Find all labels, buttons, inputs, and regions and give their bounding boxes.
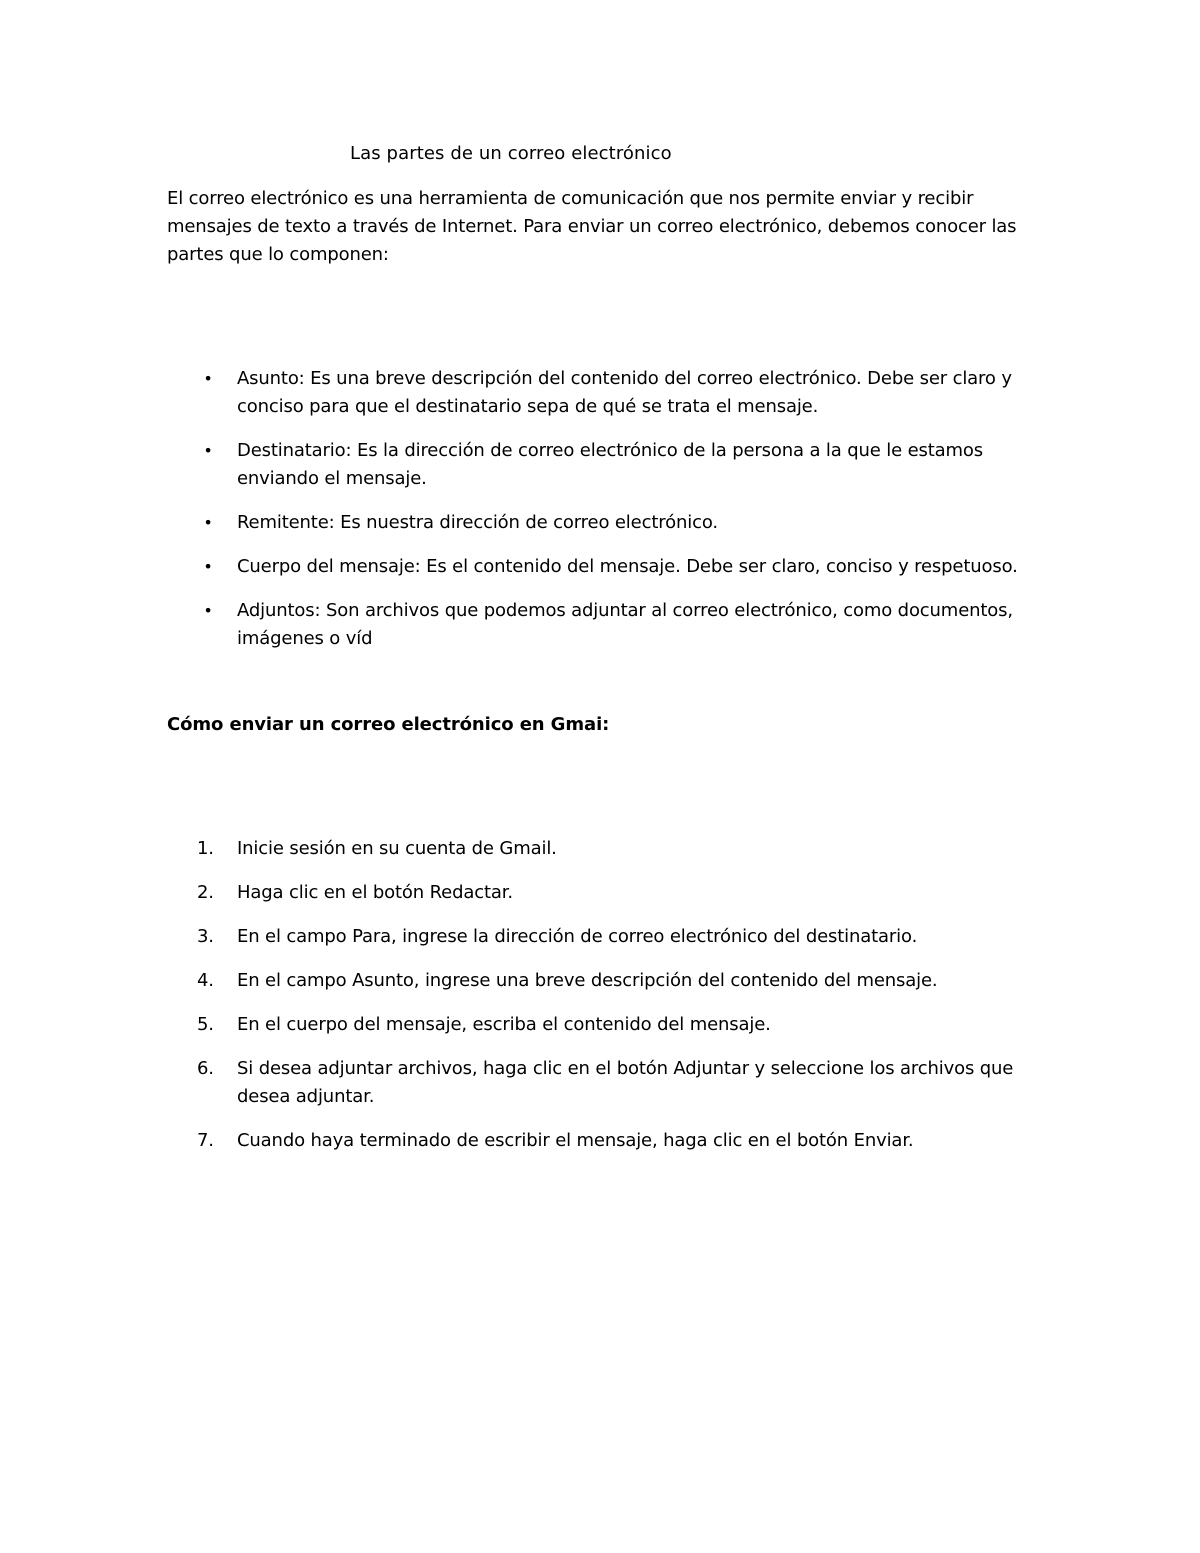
list-item <box>167 923 1027 951</box>
list-item-text: En el campo Asunto, ingrese una breve descripción del contenido del mensaje. <box>237 970 938 991</box>
intro-paragraph: El correo electrónico es una herramienta de comunicación que nos permite enviar y recibir mensajes de texto a través de Internet. Para enviar un correo electrónico, debemos conocer las partes que lo componen: <box>167 188 1017 265</box>
list-item <box>167 597 1027 653</box>
list-item-text: En el campo Para, ingrese la dirección de correo electrónico del destinatario. <box>237 926 918 947</box>
list-item <box>167 1055 1027 1111</box>
list-item-text: Destinatario: Es la dirección de correo electrónico de la persona a la que le estamos enviando el mensaje. <box>237 440 984 489</box>
list-item-text: Haga clic en el botón Redactar. <box>237 882 513 903</box>
list-item <box>167 437 1027 493</box>
list-item-text: Remitente: Es nuestra dirección de correo electrónico. <box>237 512 718 533</box>
list-item-text: En el cuerpo del mensaje, escriba el contenido del mensaje. <box>237 1014 771 1035</box>
step-number: 1. <box>197 838 214 859</box>
list-item <box>167 879 1027 907</box>
email-parts-list <box>167 365 1027 653</box>
bullet-icon: • <box>203 601 213 620</box>
list-item-text: Inicie sesión en su cuenta de Gmail. <box>237 838 557 859</box>
bullet-icon: • <box>203 441 213 460</box>
bullet-icon: • <box>203 513 213 532</box>
document-title: Las partes de un correo electrónico <box>350 143 672 164</box>
step-number: 3. <box>197 926 214 947</box>
list-item <box>167 1011 1027 1039</box>
steps-list <box>167 835 1027 1155</box>
list-item-text: Adjuntos: Son archivos que podemos adjuntar al correo electrónico, como documentos, imágenes o víd <box>237 600 1013 649</box>
step-number: 5. <box>197 1014 214 1035</box>
step-number: 4. <box>197 970 214 991</box>
section-heading: Cómo enviar un correo electrónico en Gmai: <box>167 714 610 735</box>
list-item <box>167 835 1027 863</box>
step-number: 2. <box>197 882 214 903</box>
list-item-text: Asunto: Es una breve descripción del contenido del correo electrónico. Debe ser claro y conciso para que el destinatario sepa de qué se trata el mensaje. <box>237 368 1012 417</box>
list-item <box>167 1127 1027 1155</box>
list-item <box>167 509 1027 537</box>
list-item <box>167 553 1027 581</box>
step-number: 6. <box>197 1058 214 1079</box>
list-item-text: Si desea adjuntar archivos, haga clic en el botón Adjuntar y seleccione los archivos que desea adjuntar. <box>237 1058 1014 1107</box>
list-item <box>167 365 1027 421</box>
list-item-text: Cuerpo del mensaje: Es el contenido del mensaje. Debe ser claro, conciso y respetuoso. <box>237 556 1018 577</box>
document-page <box>167 140 1027 1171</box>
bullet-icon: • <box>203 369 213 388</box>
list-item <box>167 967 1027 995</box>
step-number: 7. <box>197 1130 214 1151</box>
list-item-text: Cuando haya terminado de escribir el mensaje, haga clic en el botón Enviar. <box>237 1130 914 1151</box>
bullet-icon: • <box>203 557 213 576</box>
